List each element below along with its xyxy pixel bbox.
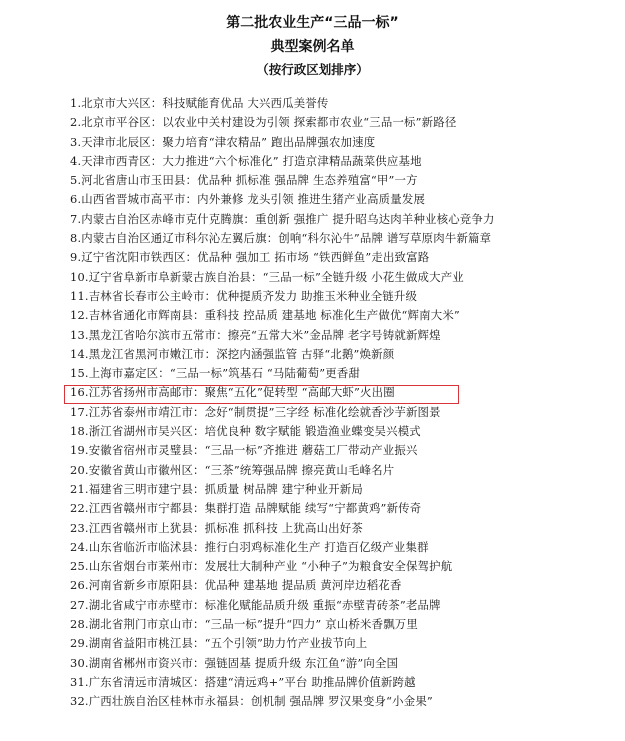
list-item: 3.天津市北辰区：聚力培育“津农精品” 跑出品牌强农加速度 <box>70 134 376 149</box>
list-item: 30.湖南省郴州市资兴市：强链固基 提质升级 东江鱼“游”向全国 <box>70 655 399 670</box>
list-item: 22.江西省赣州市宁都县：集群打造 品牌赋能 续写“宁都黄鸡”新传奇 <box>70 501 422 516</box>
list-item: 14.黑龙江省黑河市嫩江市：深挖内涵强监管 古驿“北鹅”焕新颜 <box>70 346 395 361</box>
list-item: 2.北京市平谷区：以农业中关村建设为引领 探索都市农业“三品一标”新路径 <box>70 115 457 130</box>
list-item: 24.山东省临沂市临沭县：推行白羽鸡标准化生产 打造百亿级产业集群 <box>70 539 429 554</box>
list-item: 18.浙江省湖州市吴兴区：培优良种 数字赋能 锻造渔业蝶变吴兴模式 <box>70 424 421 439</box>
list-item: 16.江苏省扬州市高邮市：聚焦“五化”促转型 “高邮大虾”火出圈 <box>70 385 395 400</box>
list-item: 27.湖北省咸宁市赤壁市：标准化赋能品质升级 重振“赤壁青砖茶”老品牌 <box>70 597 441 612</box>
list-item: 29.湖南省益阳市桃江县：“五个引领”助力竹产业拔节向上 <box>70 636 368 651</box>
list-item: 20.安徽省黄山市徽州区：“三茶”统筹强品牌 擦亮黄山毛峰名片 <box>70 462 395 477</box>
list-item: 4.天津市西青区：大力推进“六个标准化” 打造京津精品蔬菜供应基地 <box>70 153 422 168</box>
list-item: 10.辽宁省阜新市阜新蒙古族自治县：“三品一标”全链升级 小花生做成大产业 <box>70 269 464 284</box>
title-line-1: 第二批农业生产“三品一标” <box>226 15 399 31</box>
list-item: 19.安徽省宿州市灵璧县：“三品一标”齐推进 蘑菇工厂带动产业振兴 <box>70 443 418 458</box>
list-item: 5.河北省唐山市玉田县：优品种 抓标准 强品牌 生态养殖富“甲”一方 <box>70 173 418 188</box>
list-item: 15.上海市嘉定区：“三品一标”筑基石 “马陆葡萄”更香甜 <box>70 366 361 381</box>
list-item: 11.吉林省长春市公主岭市：优种提质齐发力 助推玉米种业全链升级 <box>70 288 418 303</box>
list-item: 26.河南省新乡市原阳县：优品种 建基地 提品质 黄河岸边稻花香 <box>70 578 402 593</box>
list-item: 25.山东省烟台市莱州市：发展壮大制种产业 “小种子”为粮食安全保驾护航 <box>70 559 453 574</box>
list-item: 13.黑龙江省哈尔滨市五常市：擦亮“五常大米”金品牌 老字号铸就新辉煌 <box>70 327 441 342</box>
list-item: 17.江苏省泰州市靖江市：念好“制贯提”三字经 标准化绘就香沙芋新图景 <box>70 404 441 419</box>
title-line-2: 典型案例名单 <box>270 39 355 55</box>
list-item: 1.北京市大兴区：科技赋能育优品 大兴西瓜美誉传 <box>70 96 329 110</box>
list-item: 31.广东省清远市清城区：搭建“清远鸡+”平台 助推品牌价值新跨越 <box>70 674 416 689</box>
list-item: 28.湖北省荆门市京山市：“三品一标”提升“四力” 京山桥米香飘万里 <box>70 617 418 632</box>
case-list <box>70 94 610 712</box>
list-item: 6.山西省晋城市高平市：内外兼修 龙头引领 推进生猪产业高质量发展 <box>70 192 426 207</box>
title-line-3: （按行政区划排序） <box>256 62 369 77</box>
list-item: 9.辽宁省沈阳市铁西区：优品种 强加工 拓市场 “铁西鲜鱼”走出致富路 <box>70 250 430 265</box>
list-item: 23.江西省赣州市上犹县：抓标准 抓科技 上犹高山出好茶 <box>70 520 363 535</box>
list-item: 7.内蒙古自治区赤峰市克什克腾旗：重创新 强推广 提升昭乌达肉羊种业核心竞争力 <box>70 211 495 226</box>
list-item: 8.内蒙古自治区通辽市科尔沁左翼后旗：创响“科尔沁牛”品牌 谱写草原肉牛新篇章 <box>70 231 492 246</box>
list-item: 32.广西壮族自治区桂林市永福县：创机制 强品牌 罗汉果变身“小金果” <box>70 694 433 709</box>
list-item: 21.福建省三明市建宁县：抓质量 树品牌 建宁种业开新局 <box>70 481 363 496</box>
list-item: 12.吉林省通化市辉南县：重科技 控品质 建基地 标准化生产做优“辉南大米” <box>70 308 460 323</box>
